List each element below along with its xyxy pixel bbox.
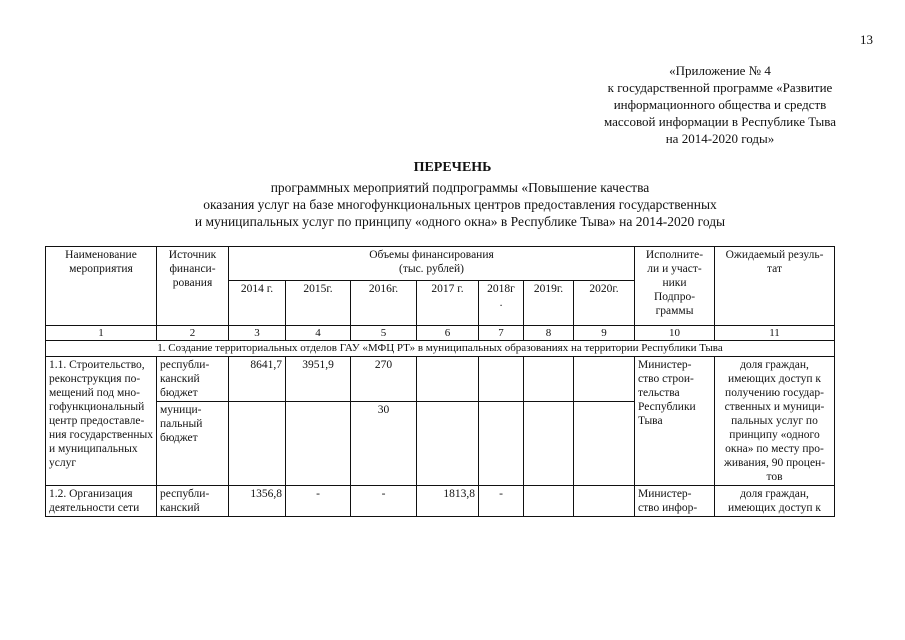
header-year-2015: 2015г. (286, 281, 351, 326)
executor: Министер- ство инфор- (635, 486, 715, 517)
header-result: Ожидаемый резуль- тат (715, 247, 835, 326)
table-row (46, 486, 835, 517)
amount-2020 (574, 402, 635, 486)
header-name: Наименование мероприятия (46, 247, 157, 326)
amount-2018 (479, 357, 524, 402)
header-year-2019: 2019г. (524, 281, 574, 326)
amount-2020 (574, 486, 635, 517)
subtitle-line-3: и муниципальных услуг по принципу «одного окна» в Республике Тыва» на 2014-2020 годы (194, 214, 726, 229)
amount-2017 (417, 357, 479, 402)
amount-2014: 8641,7 (229, 357, 286, 402)
amount-2019 (524, 486, 574, 517)
appendix-line-3: информационного общества и средств (613, 97, 827, 112)
header-source: Источник финанси- рования (157, 247, 229, 326)
amount-2016: 270 (351, 357, 417, 402)
activity-name: 1.1. Строительство, реконструкция по- мещений под мно- гофункциональный центр предоставле- ния государственных и муниципальных услуг (46, 357, 157, 486)
amount-2015 (286, 402, 351, 486)
header-year-2016: 2016г. (351, 281, 417, 326)
column-number: 5 (351, 326, 417, 341)
header-row (46, 247, 835, 281)
page-number: 13 (860, 32, 873, 47)
header-year-2017: 2017 г. (417, 281, 479, 326)
amount-2019 (524, 357, 574, 402)
header-year-2020: 2020г. (574, 281, 635, 326)
header-year-2014: 2014 г. (229, 281, 286, 326)
appendix-line-4: массовой информации в Республике Тыва (604, 114, 836, 129)
appendix-note (560, 62, 880, 147)
program-activities-table (45, 246, 835, 517)
section-1-heading: 1. Создание территориальных отделов ГАУ «МФЦ РТ» в муниципальных образованиях на территории Республики Тыва (46, 341, 835, 357)
amount-2014 (229, 402, 286, 486)
expected-result: доля граждан, имеющих доступ к (715, 486, 835, 517)
column-number: 10 (635, 326, 715, 341)
column-number-row (46, 326, 835, 341)
amount-2018: - (479, 486, 524, 517)
section-row (46, 341, 835, 357)
column-number: 3 (229, 326, 286, 341)
expected-result: доля граждан, имеющих доступ к получению государ- ственных и муници- пальных услуг по принципу «одного окна» по месту про- живания, 90 процен- тов (715, 357, 835, 486)
document-title: ПЕРЕЧЕНЬ (413, 160, 492, 175)
appendix-line-5: на 2014-2020 годы» (665, 131, 775, 146)
subtitle-line-1: программных мероприятий подпрограммы «Повышение качества (270, 180, 650, 195)
funding-source: муници- пальный бюджет (157, 402, 229, 486)
column-number: 8 (524, 326, 574, 341)
column-number: 4 (286, 326, 351, 341)
amount-2017: 1813,8 (417, 486, 479, 517)
column-number: 1 (46, 326, 157, 341)
column-number: 2 (157, 326, 229, 341)
header-executors: Исполните- ли и участ- ники Подпро- граммы (635, 247, 715, 326)
amount-2016: 30 (351, 402, 417, 486)
funding-source: республи- канский (157, 486, 229, 517)
amount-2015: 3951,9 (286, 357, 351, 402)
amount-2016: - (351, 486, 417, 517)
table-row (46, 357, 835, 402)
executor: Министер- ство строи- тельства Республики Тыва (635, 357, 715, 486)
appendix-line-1: «Приложение № 4 (669, 63, 771, 78)
document-subtitle (120, 179, 800, 230)
funding-source: республи- канский бюджет (157, 357, 229, 402)
header-year-2018: 2018г . (479, 281, 524, 326)
column-number: 9 (574, 326, 635, 341)
amount-2017 (417, 402, 479, 486)
appendix-line-2: к государственной программе «Развитие (607, 80, 833, 95)
header-volumes: Объемы финансирования (тыс. рублей) (229, 247, 635, 281)
amount-2014: 1356,8 (229, 486, 286, 517)
amount-2019 (524, 402, 574, 486)
amount-2018 (479, 402, 524, 486)
column-number: 6 (417, 326, 479, 341)
subtitle-line-2: оказания услуг на базе многофункциональных центров предоставления государственных (203, 197, 717, 212)
amount-2020 (574, 357, 635, 402)
column-number: 11 (715, 326, 835, 341)
column-number: 7 (479, 326, 524, 341)
amount-2015: - (286, 486, 351, 517)
activity-name: 1.2. Организация деятельности сети (46, 486, 157, 517)
